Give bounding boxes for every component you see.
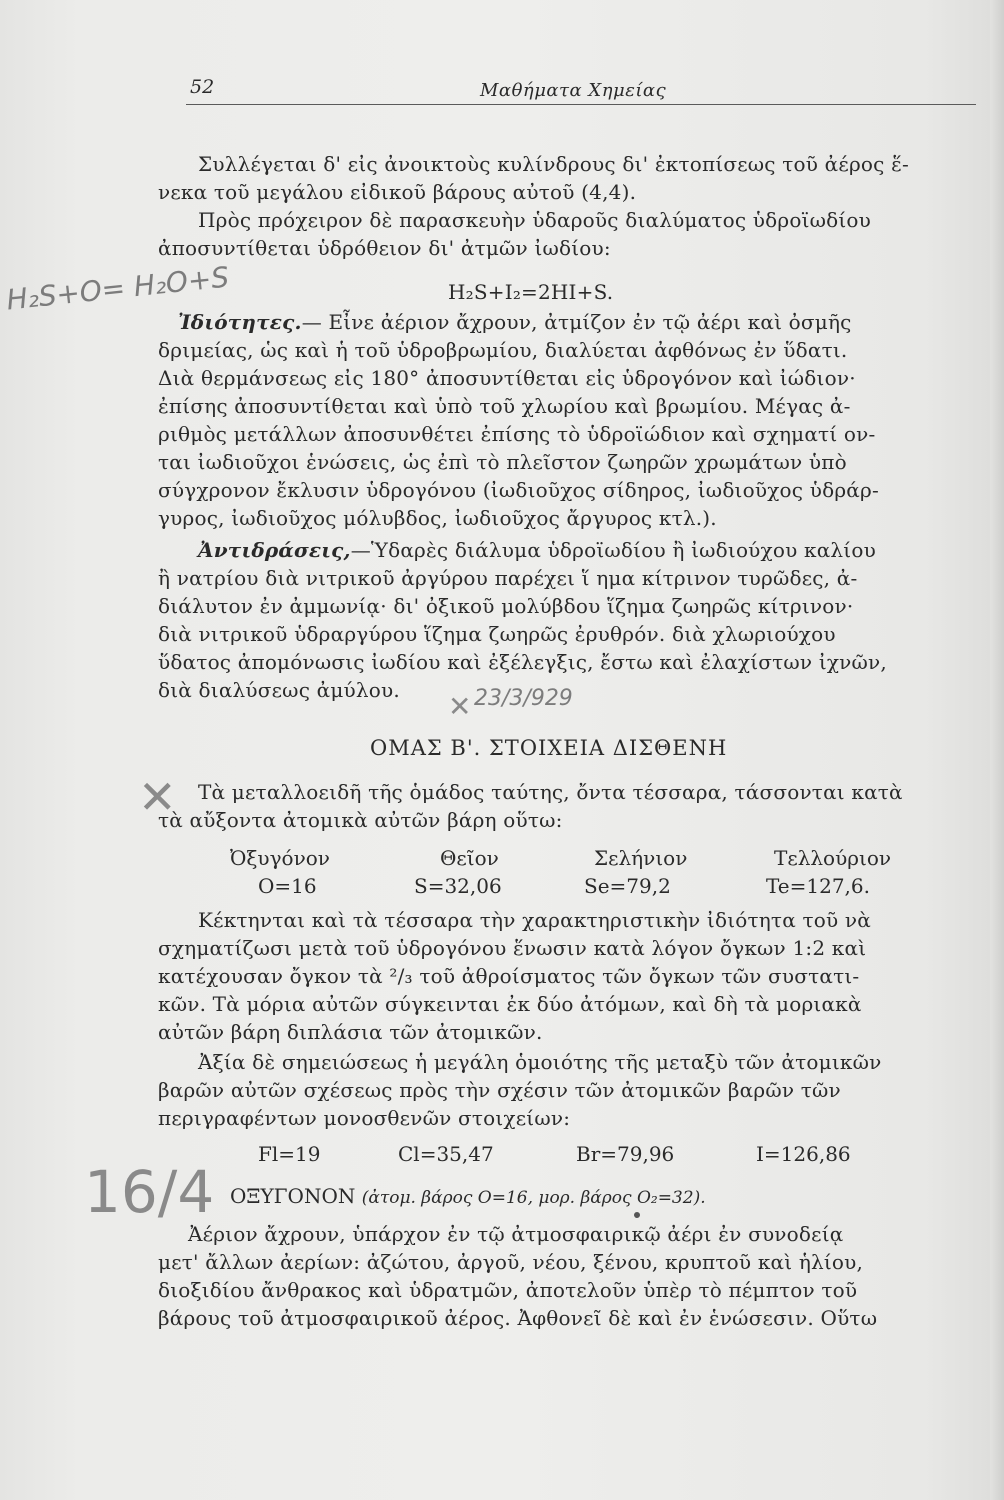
chemical-equation: H₂S+I₂=2HI+S. xyxy=(448,280,614,304)
text-fragment: —Ὑδαρὲς διάλυμα ὑδροϊωδίου ἢ ἰωδιούχου καλίου xyxy=(350,538,876,562)
halogen-weight: Fl=19 xyxy=(258,1142,321,1166)
text-line: αὐτῶν βάρη διπλάσια τῶν ἀτομικῶν. xyxy=(158,1020,543,1044)
text-line: Κέκτηνται καὶ τὰ τέσσαρα τὴν χαρακτηριστικὴν ἰδιότητα τοῦ νὰ xyxy=(198,908,871,932)
halogen-weight: I=126,86 xyxy=(756,1142,851,1166)
text-line: ὕδατος ἀπομόνωσις ἰωδίου καὶ ἐξέλεγξις, ἔστω καὶ ἐλαχίστων ἰχνῶν, xyxy=(158,650,887,674)
page-number: 52 xyxy=(190,76,215,98)
element-name: Θεῖον xyxy=(440,846,499,870)
element-weight: O=16 xyxy=(258,874,317,898)
text-line: δριμείας, ὡς καὶ ἡ τοῦ ὑδροβρωμίου, διαλύεται ἀφθόνως ἐν ὕδατι. xyxy=(158,338,848,362)
handwritten-margin-formula: H₂S+O= H₂O+S xyxy=(4,260,231,317)
text-line: τὰ αὔξοντα ἀτομικὰ αὐτῶν βάρη οὕτω: xyxy=(158,808,563,832)
element-name: Ὀξυγόνον xyxy=(230,846,330,870)
handwritten-margin-number: 16/4 xyxy=(84,1158,215,1226)
element-name: Τελλούριον xyxy=(774,846,892,870)
section-heading: ΟΜΑΣ Β'. ΣΤΟΙΧΕΙΑ ΔΙΣΘΕΝΗ xyxy=(370,736,728,760)
page-header xyxy=(190,76,970,106)
text-line xyxy=(178,310,988,334)
text-line: σύγχρονον ἔκλυσιν ὑδρογόνου (ἰωδιοῦχος σίδηρος, ἰωδιοῦχος ὑδράρ- xyxy=(158,478,879,502)
text-line: Ἀέριον ἄχρουν, ὑπάρχον ἐν τῷ ἀτμοσφαιρικῷ ἀέρι ἐν συνοδείᾳ xyxy=(188,1222,844,1246)
text-line: νεκα τοῦ μεγάλου εἰδικοῦ βάρους αὐτοῦ (4,4). xyxy=(158,180,637,204)
text-line: Συλλέγεται δ' εἰς ἀνοικτοὺς κυλίνδρους δι' ἐκτοπίσεως τοῦ ἀέρος ἕ- xyxy=(198,152,909,176)
header-rule xyxy=(186,104,976,105)
handwritten-x-mark: ✕ xyxy=(448,690,472,723)
handwritten-date-note: 23/3/929 xyxy=(474,686,573,711)
text-line: ται ἰωδιοῦχοι ἑνώσεις, ὡς ἐπὶ τὸ πλεῖστον ζωηρῶν χρωμάτων ὑπὸ xyxy=(158,450,847,474)
text-line: γυρος, ἰωδιοῦχος μόλυβδος, ἰωδιοῦχος ἄργυρος κτλ.). xyxy=(158,506,717,530)
running-title: Μαθήματα Χημείας xyxy=(480,80,667,101)
text-line: σχηματίζωσι μετὰ τοῦ ὑδρογόνου ἕνωσιν κατὰ λόγον ὄγκων 1:2 καὶ xyxy=(158,936,867,960)
text-line: Διὰ θερμάνσεως εἰς 180° ἀποσυντίθεται εἰς ὑδρογόνον καὶ ἰώδιον· xyxy=(158,366,856,390)
text-line: Ἀξία δὲ σημειώσεως ἡ μεγάλη ὁμοιότης τῆς μεταξὺ τῶν ἀτομικῶν xyxy=(198,1050,882,1074)
element-weight: S=32,06 xyxy=(414,874,502,898)
text-line: βάρους τοῦ ἀτμοσφαιρικοῦ ἀέρος. Ἀφθονεῖ δὲ καὶ ἐν ἑνώσεσιν. Οὕτω xyxy=(158,1306,878,1330)
text-line: περιγραφέντων μονοσθενῶν στοιχείων: xyxy=(158,1106,571,1130)
text-line: μετ' ἄλλων ἀερίων: ἀζώτου, ἀργοῦ, νέου, ξένου, κρυπτοῦ καὶ ἡλίου, xyxy=(158,1250,864,1274)
element-name: Σελήνιον xyxy=(594,846,688,870)
oxygen-title: ΟΞΥΓΟΝΟΝ xyxy=(230,1184,356,1208)
text-line: διοξιδίου ἄνθρακος καὶ ὑδρατμῶν, ἀποτελοῦν ὑπὲρ τὸ πέμπτον τοῦ xyxy=(158,1278,858,1302)
section-label-reactions: Ἀντιδράσεις, xyxy=(198,538,351,562)
text-line: ριθμὸς μετάλλων ἀποσυνθέτει ἐπίσης τὸ ὑδροϊώδιον καὶ σχηματί ον- xyxy=(158,422,876,446)
text-line: ἢ νατρίου διὰ νιτρικοῦ ἀργύρου παρέχει ἵ ημα κίτρινον τυρῶδες, ἀ- xyxy=(158,566,858,590)
text-line: κῶν. Τὰ μόρια αὐτῶν σύγκεινται ἐκ δύο ἀτόμων, καὶ δὴ τὰ μοριακὰ xyxy=(158,992,862,1016)
text-line: ἀποσυντίθεται ὑδρόθειον δι' ἀτμῶν ἰωδίου: xyxy=(158,236,611,260)
handwritten-x-mark: ✕ xyxy=(138,770,177,824)
text-line xyxy=(198,538,1004,562)
text-line: Πρὸς πρόχειρον δὲ παρασκευὴν ὑδαροῦς διαλύματος ὑδροϊωδίου xyxy=(198,208,872,232)
text-line: βαρῶν αὐτῶν σχέσεως πρὸς τὴν σχέσιν τῶν ἀτομικῶν βαρῶν τῶν xyxy=(158,1078,841,1102)
halogen-weight: Cl=35,47 xyxy=(398,1142,494,1166)
element-weight: Se=79,2 xyxy=(584,874,671,898)
section-label-properties: Ἰδιότητες. xyxy=(178,310,302,334)
text-line: ἐπίσης ἀποσυντίθεται καὶ ὑπὸ τοῦ χλωρίου καὶ βρωμίου. Μέγας ἀ- xyxy=(158,394,851,418)
text-fragment: — Εἶνε ἀέριον ἄχρουν, ἀτμίζον ἐν τῷ ἀέρι καὶ ὀσμῆς xyxy=(301,310,852,334)
oxygen-weights: (ἀτομ. βάρος O=16, μορ. βάρος O₂=32). xyxy=(361,1188,706,1208)
text-line: Τὰ μεταλλοειδῆ τῆς ὁμάδος ταύτης, ὄντα τέσσαρα, τάσσονται κατὰ xyxy=(198,780,903,804)
halogen-weight: Br=79,96 xyxy=(576,1142,675,1166)
element-weight: Te=127,6. xyxy=(766,874,870,898)
text-line: διὰ νιτρικοῦ ὑδραργύρου ἵζημα ζωηρῶς ἐρυθρόν. διὰ χλωριούχου xyxy=(158,622,836,646)
text-line: διὰ διαλύσεως ἀμύλου. xyxy=(158,678,400,702)
text-line: διάλυτον ἐν ἀμμωνίᾳ· δι' ὀξικοῦ μολύβδου ἵζημα ζωηρῶς κίτρινον· xyxy=(158,594,854,618)
ink-dot xyxy=(634,1212,640,1218)
text-line: κατέχουσαν ὄγκον τὰ ²/₃ τοῦ ἀθροίσματος τῶν ὄγκων τῶν συστατι- xyxy=(158,964,860,988)
oxygen-heading xyxy=(230,1184,706,1210)
